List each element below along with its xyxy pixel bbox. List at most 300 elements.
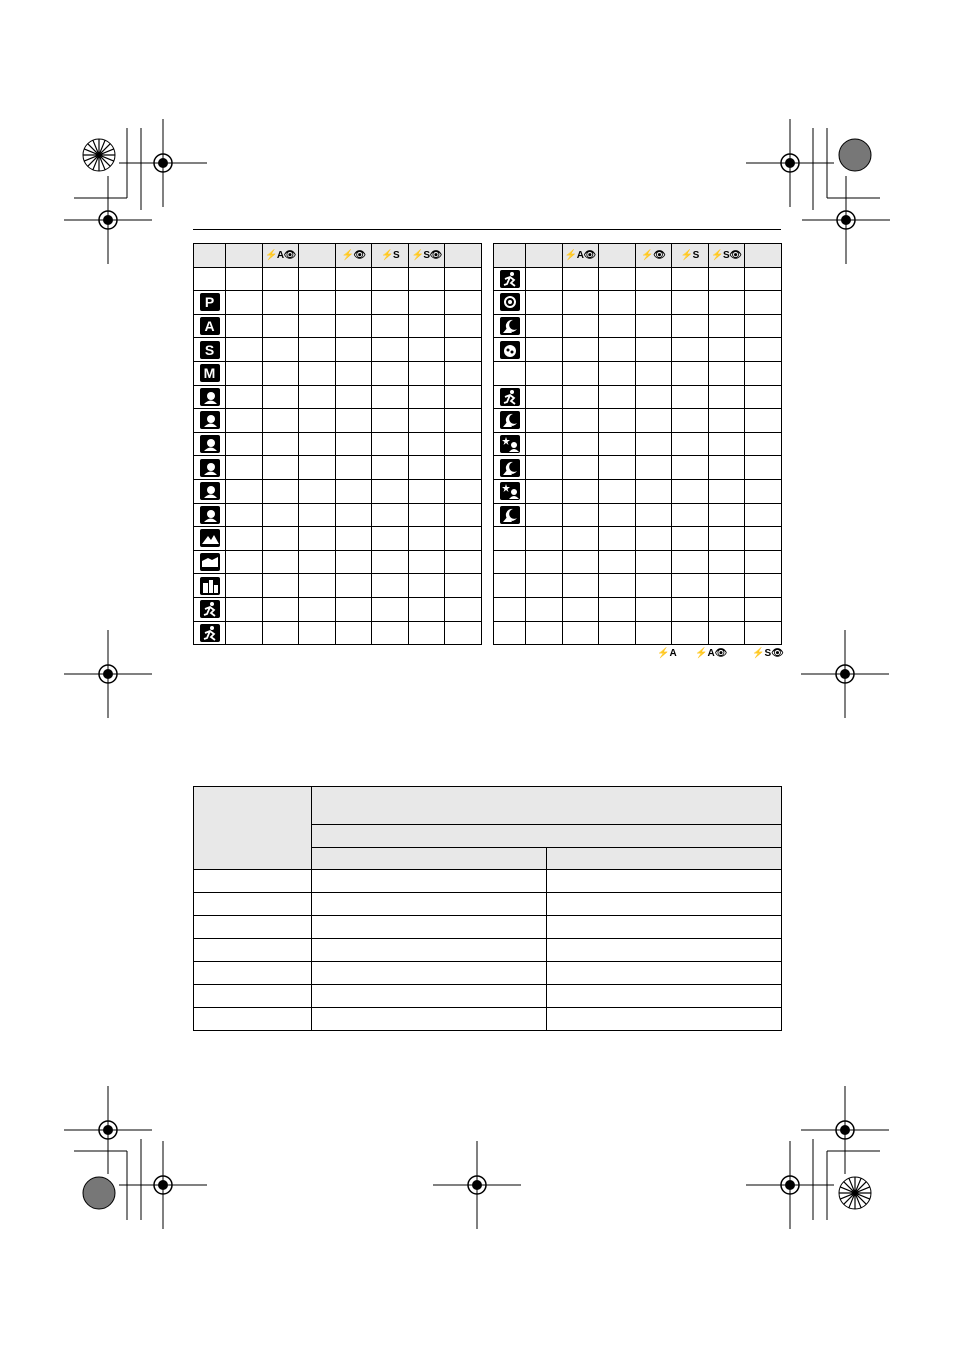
table-cell xyxy=(262,479,299,503)
table-row xyxy=(194,527,482,551)
table-cell xyxy=(745,291,782,315)
table-cell xyxy=(672,574,709,598)
table-cell xyxy=(335,550,372,574)
header-flash-on-redeye: ⚡👁 xyxy=(635,244,672,268)
table-row xyxy=(494,503,782,527)
table-cell xyxy=(526,314,563,338)
table-cell xyxy=(526,291,563,315)
portrait-icon xyxy=(200,459,220,477)
table-cell xyxy=(299,479,336,503)
table-cell xyxy=(445,291,482,315)
table-cell xyxy=(445,550,482,574)
table-cell xyxy=(672,550,709,574)
table-row xyxy=(494,550,782,574)
table-cell xyxy=(635,456,672,480)
table-cell xyxy=(262,574,299,598)
table-cell xyxy=(408,338,445,362)
mode-letter-icon: M xyxy=(200,364,220,382)
night-icon xyxy=(500,459,520,477)
baby-icon xyxy=(500,293,520,311)
header-flash-auto-redeye: ⚡A👁 xyxy=(562,244,599,268)
table-cell xyxy=(335,456,372,480)
table-row xyxy=(194,1008,782,1031)
table-row xyxy=(194,361,482,385)
table-cell xyxy=(299,432,336,456)
header-cell xyxy=(299,244,336,268)
table-cell xyxy=(708,550,745,574)
range-cell xyxy=(547,870,782,893)
legend-flash-auto-redeye: ⚡A👁 xyxy=(695,648,728,659)
table-cell xyxy=(299,385,336,409)
table-cell xyxy=(599,338,636,362)
table-cell xyxy=(672,267,709,291)
mode-cell xyxy=(194,385,226,409)
table-cell xyxy=(526,456,563,480)
table-cell xyxy=(299,361,336,385)
table-cell xyxy=(262,338,299,362)
table-cell xyxy=(635,338,672,362)
portrait-icon xyxy=(200,482,220,500)
table-cell xyxy=(335,409,372,433)
table-cell xyxy=(445,409,482,433)
mode-cell xyxy=(194,291,226,315)
table-cell xyxy=(299,338,336,362)
table-cell xyxy=(672,314,709,338)
table-cell xyxy=(226,409,263,433)
table-row xyxy=(194,597,482,621)
table-cell xyxy=(335,361,372,385)
table-cell xyxy=(372,527,409,551)
range-header-cell xyxy=(547,848,782,870)
table-cell xyxy=(745,385,782,409)
table-cell xyxy=(635,597,672,621)
mode-cell xyxy=(194,314,226,338)
mode-cell xyxy=(494,338,526,362)
table-row xyxy=(194,916,782,939)
table-cell xyxy=(745,479,782,503)
table-cell xyxy=(526,267,563,291)
table-cell xyxy=(226,597,263,621)
header-flash-auto-redeye: ⚡A👁 xyxy=(262,244,299,268)
table-cell xyxy=(408,574,445,598)
table-cell xyxy=(672,409,709,433)
table-cell xyxy=(635,314,672,338)
table-cell xyxy=(672,456,709,480)
table-row xyxy=(494,527,782,551)
table-cell xyxy=(372,361,409,385)
table-cell xyxy=(599,503,636,527)
table-cell xyxy=(226,291,263,315)
panorama-icon xyxy=(200,553,220,571)
table-row xyxy=(194,621,482,645)
sports-icon xyxy=(200,624,220,642)
table-cell xyxy=(635,432,672,456)
table-cell xyxy=(262,409,299,433)
table-cell xyxy=(226,314,263,338)
table-cell xyxy=(562,550,599,574)
table-row xyxy=(494,338,782,362)
range-cell xyxy=(312,1008,547,1031)
range-header-cell xyxy=(312,825,782,848)
table-cell xyxy=(708,527,745,551)
table-row xyxy=(194,985,782,1008)
table-cell xyxy=(335,621,372,645)
table-cell xyxy=(672,621,709,645)
table-cell xyxy=(672,385,709,409)
table-row xyxy=(194,574,482,598)
table-cell xyxy=(708,479,745,503)
table-cell xyxy=(562,267,599,291)
table-cell xyxy=(299,409,336,433)
table-cell xyxy=(672,527,709,551)
table-row xyxy=(194,870,782,893)
mode-cell xyxy=(194,621,226,645)
table-cell xyxy=(372,479,409,503)
table-cell xyxy=(708,385,745,409)
table-row xyxy=(494,361,782,385)
table-cell xyxy=(299,456,336,480)
table-cell xyxy=(599,361,636,385)
table-cell xyxy=(635,621,672,645)
header-cell xyxy=(599,244,636,268)
table-header-row xyxy=(494,244,782,268)
header-cell xyxy=(494,244,526,268)
table-cell xyxy=(262,291,299,315)
table-cell xyxy=(708,338,745,362)
table-cell xyxy=(635,503,672,527)
table-row xyxy=(494,314,782,338)
mode-cell xyxy=(494,432,526,456)
mode-cell xyxy=(494,385,526,409)
table-cell xyxy=(672,503,709,527)
range-cell xyxy=(312,939,547,962)
table-cell xyxy=(445,527,482,551)
table-cell xyxy=(635,550,672,574)
mode-cell xyxy=(194,503,226,527)
table-cell xyxy=(708,503,745,527)
table-cell xyxy=(445,338,482,362)
table-cell xyxy=(226,361,263,385)
table-cell xyxy=(335,527,372,551)
header-cell xyxy=(194,244,226,268)
header-cell xyxy=(526,244,563,268)
table-cell xyxy=(262,432,299,456)
table-row xyxy=(494,456,782,480)
table-cell xyxy=(262,550,299,574)
table-cell xyxy=(408,267,445,291)
table-cell xyxy=(672,291,709,315)
portrait-icon xyxy=(200,435,220,453)
table-cell xyxy=(408,503,445,527)
table-cell xyxy=(335,432,372,456)
table-cell xyxy=(708,456,745,480)
mode-cell xyxy=(494,574,526,598)
table-cell xyxy=(372,597,409,621)
mode-cell xyxy=(494,314,526,338)
table-cell xyxy=(262,503,299,527)
range-cell xyxy=(312,985,547,1008)
sports-icon xyxy=(500,270,520,288)
mode-cell xyxy=(194,432,226,456)
range-cell xyxy=(194,985,312,1008)
table-cell xyxy=(672,597,709,621)
table-cell xyxy=(708,432,745,456)
table-cell xyxy=(708,621,745,645)
table-cell xyxy=(226,574,263,598)
table-cell xyxy=(372,267,409,291)
mode-cell xyxy=(194,361,226,385)
table-cell xyxy=(226,550,263,574)
table-cell xyxy=(299,314,336,338)
table-cell xyxy=(335,267,372,291)
table-cell xyxy=(599,597,636,621)
table-cell xyxy=(526,621,563,645)
table-cell xyxy=(408,456,445,480)
table-cell xyxy=(372,409,409,433)
range-cell xyxy=(547,1008,782,1031)
table-cell xyxy=(562,409,599,433)
table-cell xyxy=(299,574,336,598)
flash-mode-table-right xyxy=(493,243,782,645)
table-cell xyxy=(226,479,263,503)
header-flash-slow-sync-redeye: ⚡S👁 xyxy=(408,244,445,268)
table-cell xyxy=(672,479,709,503)
table-cell xyxy=(299,597,336,621)
legend-flash-slow-sync-redeye: ⚡S👁 xyxy=(752,648,784,659)
mode-cell xyxy=(194,338,226,362)
table-cell xyxy=(526,527,563,551)
mode-cell xyxy=(194,479,226,503)
table-cell xyxy=(599,314,636,338)
table-cell xyxy=(299,527,336,551)
table-cell xyxy=(408,361,445,385)
table-cell xyxy=(599,432,636,456)
mode-cell xyxy=(194,527,226,551)
table-cell xyxy=(635,291,672,315)
table-cell xyxy=(562,314,599,338)
table-cell xyxy=(335,503,372,527)
range-cell xyxy=(547,985,782,1008)
table-row xyxy=(194,385,482,409)
table-cell xyxy=(745,409,782,433)
table-cell xyxy=(526,550,563,574)
table-cell xyxy=(599,479,636,503)
table-row xyxy=(194,503,482,527)
table-cell xyxy=(672,361,709,385)
range-cell xyxy=(194,893,312,916)
table-cell xyxy=(526,432,563,456)
portrait-icon xyxy=(200,388,220,406)
table-cell xyxy=(226,385,263,409)
table-cell xyxy=(562,338,599,362)
star-icon xyxy=(500,435,520,453)
table-cell xyxy=(408,409,445,433)
table-cell xyxy=(635,385,672,409)
table-cell xyxy=(335,291,372,315)
table-cell xyxy=(599,456,636,480)
table-row xyxy=(194,314,482,338)
table-cell xyxy=(445,597,482,621)
table-cell xyxy=(635,267,672,291)
table-cell xyxy=(226,527,263,551)
portrait-icon xyxy=(200,506,220,524)
table-cell xyxy=(708,314,745,338)
table-cell xyxy=(526,409,563,433)
table-cell xyxy=(708,574,745,598)
table-cell xyxy=(445,385,482,409)
range-cell xyxy=(312,916,547,939)
table-cell xyxy=(335,385,372,409)
table-cell xyxy=(562,361,599,385)
mode-cell xyxy=(494,550,526,574)
table-cell xyxy=(745,621,782,645)
table-row xyxy=(494,621,782,645)
table-row xyxy=(194,456,482,480)
range-cell xyxy=(547,962,782,985)
table-cell xyxy=(745,432,782,456)
table-row xyxy=(194,267,482,291)
table-cell xyxy=(635,574,672,598)
table-cell xyxy=(226,338,263,362)
table-row xyxy=(494,385,782,409)
mode-cell xyxy=(494,267,526,291)
table-cell xyxy=(599,574,636,598)
table-row xyxy=(494,597,782,621)
mode-cell xyxy=(494,291,526,315)
table-cell xyxy=(262,361,299,385)
table-cell xyxy=(299,267,336,291)
mode-cell xyxy=(494,479,526,503)
table-cell xyxy=(635,479,672,503)
legend-flash-auto: ⚡A xyxy=(657,648,677,659)
table-cell xyxy=(562,503,599,527)
table-row xyxy=(194,409,482,433)
table-cell xyxy=(708,597,745,621)
mode-cell xyxy=(494,503,526,527)
table-cell xyxy=(599,291,636,315)
table-cell xyxy=(262,314,299,338)
table-cell xyxy=(599,409,636,433)
mode-letter-icon: A xyxy=(200,317,220,335)
table-cell xyxy=(562,597,599,621)
table-cell xyxy=(526,503,563,527)
table-row xyxy=(194,338,482,362)
table-cell xyxy=(226,621,263,645)
table-cell xyxy=(599,385,636,409)
range-cell xyxy=(194,939,312,962)
range-header-cell xyxy=(312,787,782,825)
table-cell xyxy=(599,621,636,645)
table-row xyxy=(494,574,782,598)
table-header-row xyxy=(194,244,482,268)
table-row xyxy=(194,550,482,574)
table-cell xyxy=(708,267,745,291)
table-cell xyxy=(445,314,482,338)
table-cell xyxy=(599,267,636,291)
sports-icon xyxy=(500,388,520,406)
range-cell xyxy=(194,962,312,985)
table-cell xyxy=(745,597,782,621)
mode-cell xyxy=(494,621,526,645)
table-cell xyxy=(372,621,409,645)
mode-cell xyxy=(194,597,226,621)
table-cell xyxy=(408,479,445,503)
header-flash-slow-sync-redeye: ⚡S👁 xyxy=(708,244,745,268)
portrait-icon xyxy=(200,411,220,429)
table-cell xyxy=(672,338,709,362)
table-cell xyxy=(708,361,745,385)
table-cell xyxy=(445,267,482,291)
mode-cell xyxy=(194,456,226,480)
table-cell xyxy=(408,527,445,551)
table-cell xyxy=(299,550,336,574)
table-cell xyxy=(445,456,482,480)
table-cell xyxy=(335,314,372,338)
mode-cell xyxy=(194,574,226,598)
table-cell xyxy=(408,621,445,645)
range-cell xyxy=(194,916,312,939)
table-cell xyxy=(408,385,445,409)
table-row xyxy=(494,267,782,291)
table-cell xyxy=(226,432,263,456)
table-cell xyxy=(526,385,563,409)
table-row xyxy=(194,432,482,456)
table-cell xyxy=(562,574,599,598)
table-cell xyxy=(745,527,782,551)
table-cell xyxy=(562,432,599,456)
building-icon xyxy=(200,577,220,595)
range-cell xyxy=(312,870,547,893)
range-cell xyxy=(312,893,547,916)
range-cell xyxy=(547,893,782,916)
table-cell xyxy=(408,314,445,338)
scenery-icon xyxy=(200,529,220,547)
table-cell xyxy=(745,574,782,598)
header-rule xyxy=(193,229,781,230)
table-cell xyxy=(635,361,672,385)
table-cell xyxy=(708,409,745,433)
table-cell xyxy=(745,338,782,362)
mode-cell xyxy=(494,597,526,621)
table-cell xyxy=(526,361,563,385)
table-cell xyxy=(408,597,445,621)
table-cell xyxy=(335,479,372,503)
table-cell xyxy=(562,479,599,503)
table-cell xyxy=(745,314,782,338)
table-cell xyxy=(635,527,672,551)
table-row xyxy=(494,432,782,456)
table-cell xyxy=(745,267,782,291)
table-cell xyxy=(745,503,782,527)
food-icon xyxy=(500,341,520,359)
header-cell xyxy=(745,244,782,268)
table-row xyxy=(494,409,782,433)
table-cell xyxy=(335,338,372,362)
table-cell xyxy=(445,621,482,645)
mode-cell xyxy=(494,409,526,433)
table-cell xyxy=(408,291,445,315)
range-header-row xyxy=(194,787,782,825)
mode-cell xyxy=(194,550,226,574)
table-cell xyxy=(445,503,482,527)
table-cell xyxy=(526,479,563,503)
table-cell xyxy=(372,432,409,456)
table-cell xyxy=(262,267,299,291)
mode-cell xyxy=(494,527,526,551)
table-cell xyxy=(299,503,336,527)
table-cell xyxy=(408,550,445,574)
night-icon xyxy=(500,317,520,335)
